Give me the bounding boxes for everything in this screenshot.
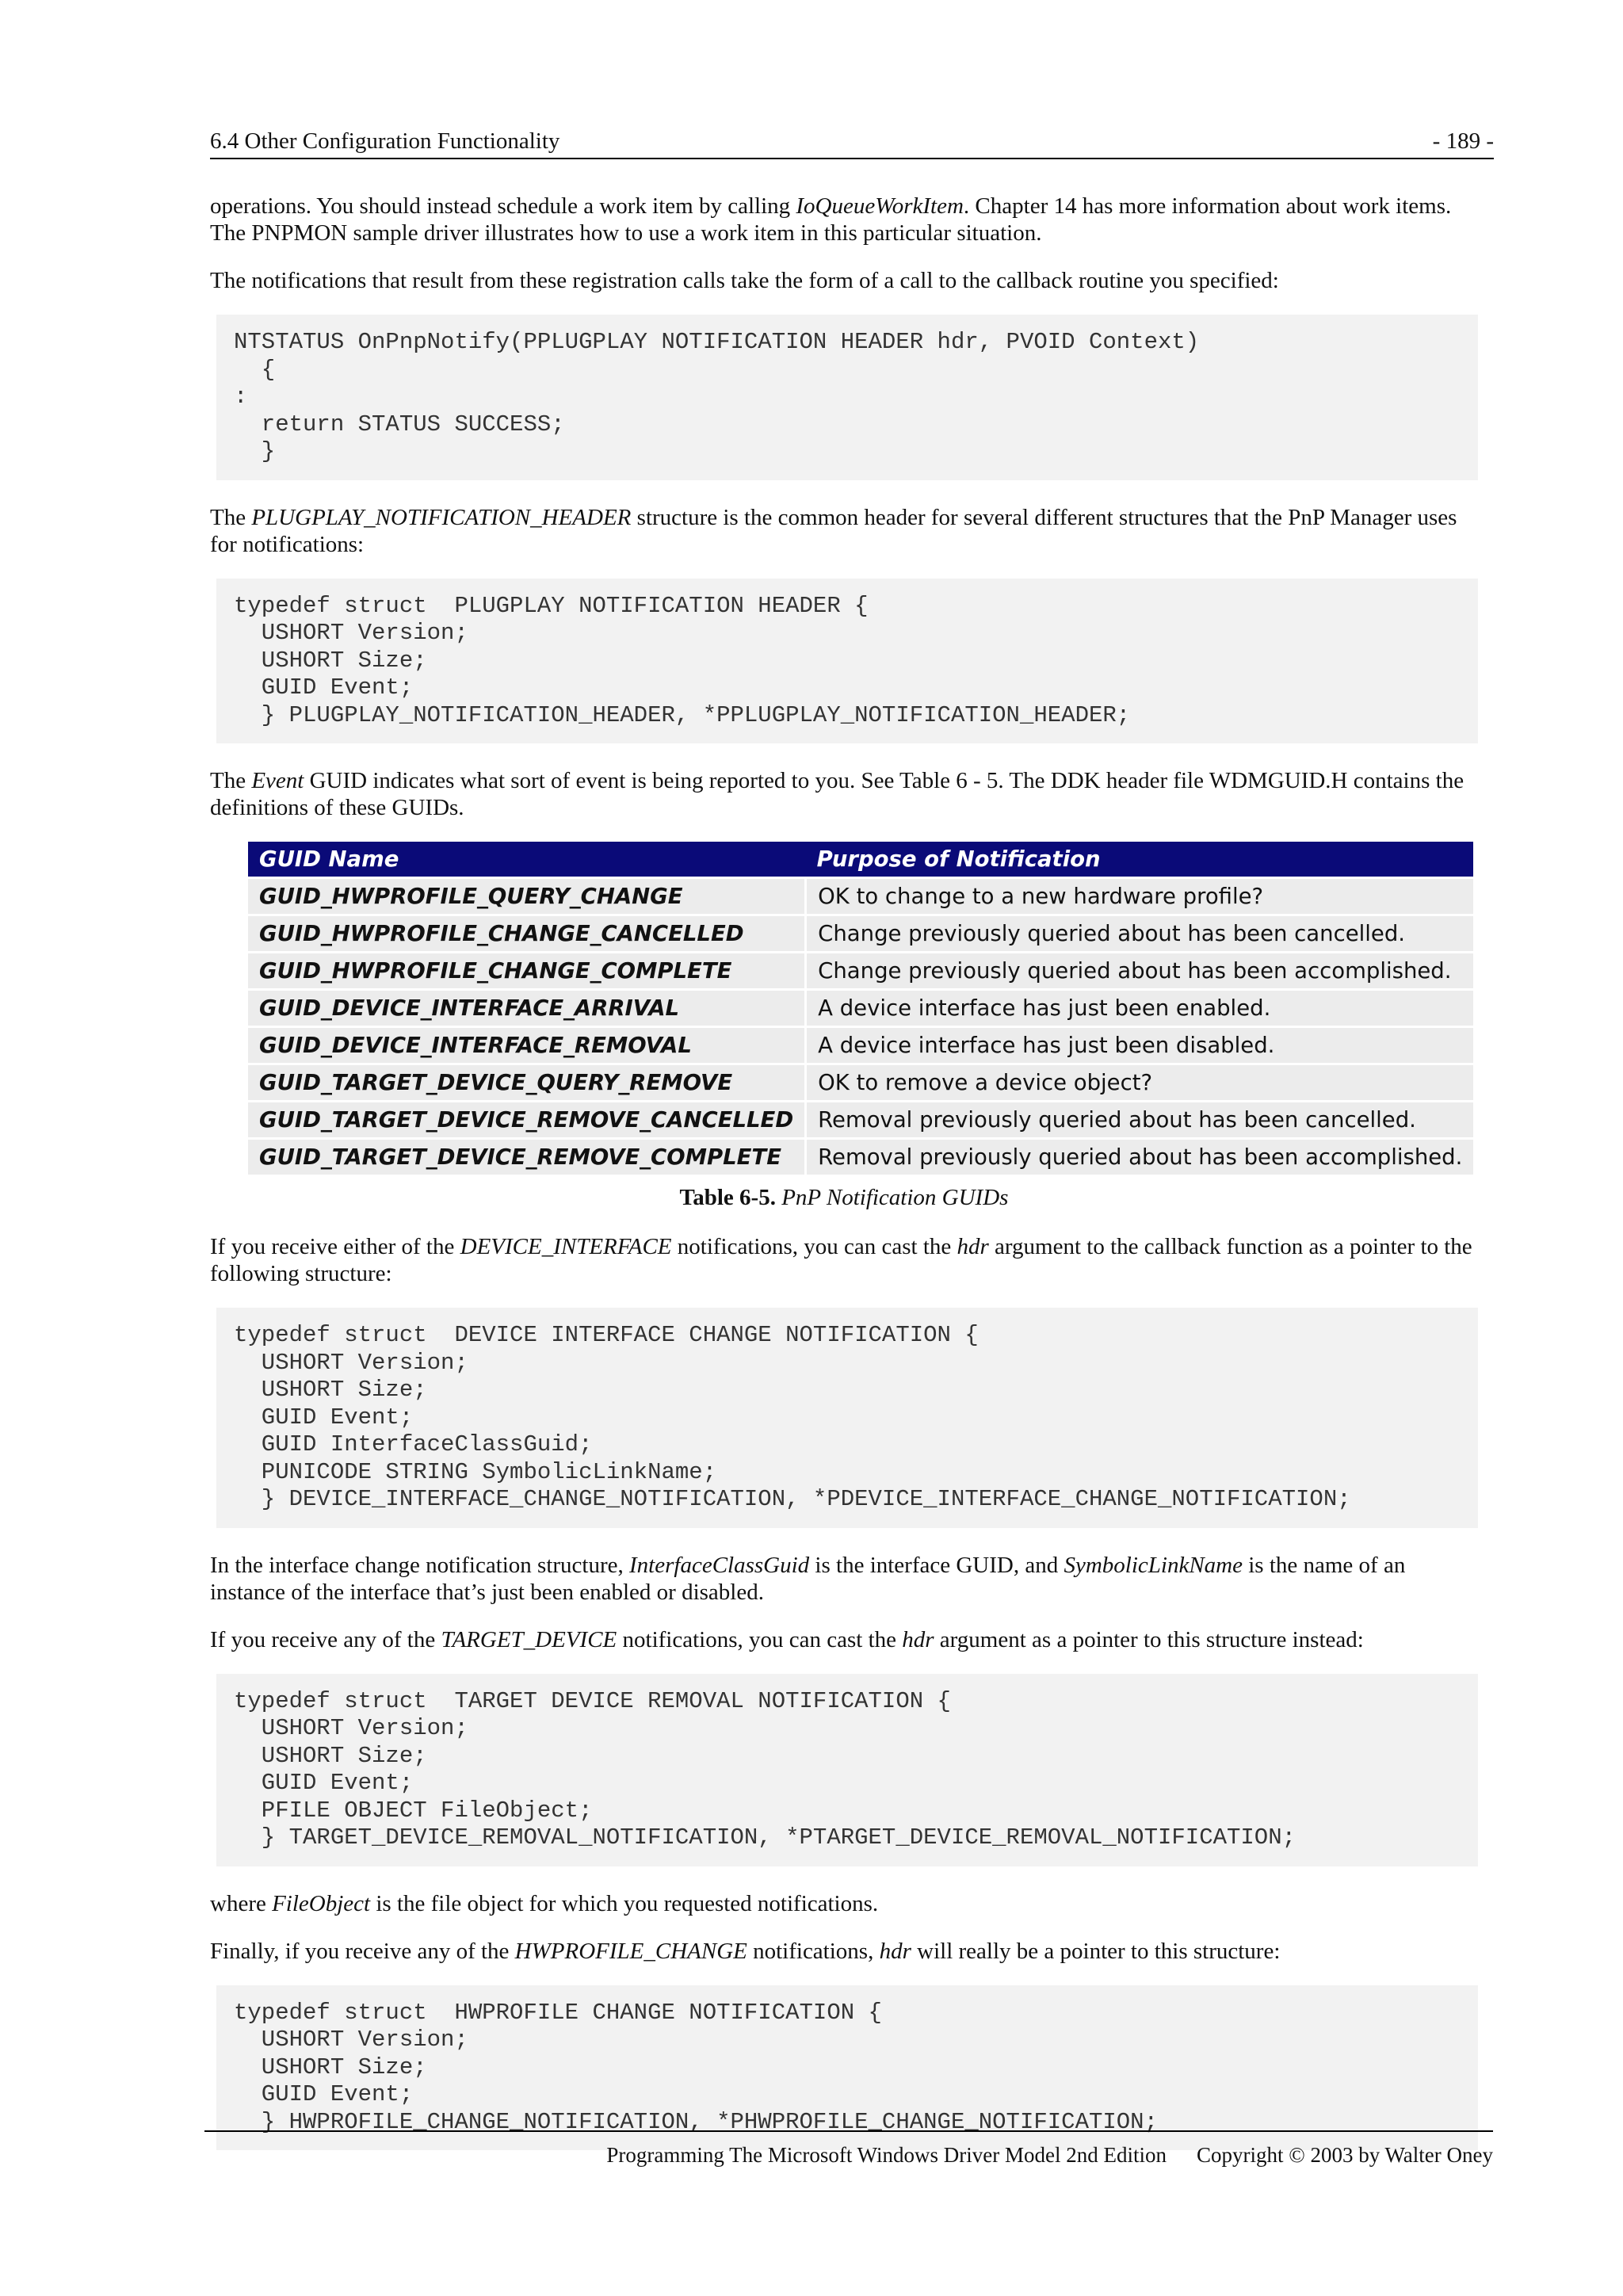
table-row [248, 953, 1473, 990]
guid-name-cell: GUID_DEVICE_INTERFACE_REMOVAL [248, 1027, 806, 1064]
paragraph: Finally, if you receive any of the HWPROFILE_CHANGE notifications, hdr will really be a pointer to this structure: [210, 1938, 1281, 1964]
copyright: Copyright © 2003 by Walter Oney [1196, 2143, 1493, 2167]
purpose-cell: OK to change to a new hardware profile? [806, 878, 1474, 915]
guid-name-cell: GUID_HWPROFILE_CHANGE_COMPLETE [248, 953, 806, 990]
code-block-device-interface: typedef struct DEVICE INTERFACE CHANGE NOTIFICATION { USHORT Version; USHORT Size; GUID Event; GUID InterfaceClassGuid; PUNICODE STRING SymbolicLinkName; } DEVICE_INTERFACE_CHANGE_NOTIFICATION, *PDEVICE_INTERFACE_CHANGE_NOTIFICATION; [216, 1308, 1478, 1528]
paragraph: The Event GUID indicates what sort of event is being reported to you. See Table 6 - 5. The DDK header file WDMGUID.H contains the definitions of these GUIDs. [210, 768, 1465, 820]
column-header: Purpose of Notification [806, 842, 1474, 878]
table-row [248, 990, 1473, 1027]
purpose-cell: OK to remove a device object? [806, 1064, 1474, 1102]
purpose-cell: A device interface has just been disabled. [806, 1027, 1474, 1064]
code-block-plugplay-header: typedef struct PLUGPLAY NOTIFICATION HEADER { USHORT Version; USHORT Size; GUID Event; } PLUGPLAY_NOTIFICATION_HEADER, *PPLUGPLAY_NOTIFICATION_HEADER; [216, 579, 1478, 744]
table-header-row [248, 842, 1473, 878]
column-header: GUID Name [248, 842, 806, 878]
paragraph: where FileObject is the file object for which you requested notifications. [210, 1890, 879, 1916]
purpose-cell: Change previously queried about has been accomplished. [806, 953, 1474, 990]
table-row [248, 1027, 1473, 1064]
paragraph: The PLUGPLAY_NOTIFICATION_HEADER structure is the common header for several different structures that the PnP Manager uses for notifications: [210, 504, 1457, 557]
page-footer [204, 2130, 1493, 2168]
paragraph: If you receive either of the DEVICE_INTERFACE notifications, you can cast the hdr argument to the callback function as a pointer to the following structure: [210, 1234, 1472, 1286]
code-block-target-device: typedef struct TARGET DEVICE REMOVAL NOTIFICATION { USHORT Version; USHORT Size; GUID Event; PFILE OBJECT FileObject; } TARGET_DEVICE_REMOVAL_NOTIFICATION, *PTARGET_DEVICE_REMOVAL_NOTIFICATION; [216, 1674, 1478, 1866]
guid-name-cell: GUID_HWPROFILE_QUERY_CHANGE [248, 878, 806, 915]
guid-table [248, 842, 1473, 1175]
table-row [248, 878, 1473, 915]
purpose-cell: A device interface has just been enabled. [806, 990, 1474, 1027]
purpose-cell: Removal previously queried about has been accomplished. [806, 1139, 1474, 1175]
guid-name-cell: GUID_DEVICE_INTERFACE_ARRIVAL [248, 990, 806, 1027]
purpose-cell: Change previously queried about has been cancelled. [806, 915, 1474, 953]
table-row [248, 1064, 1473, 1102]
book-title: Programming The Microsoft Windows Driver Model 2nd Edition [606, 2143, 1167, 2167]
page-header [210, 128, 1494, 159]
table-row [248, 1102, 1473, 1139]
paragraph: operations. You should instead schedule a work item by calling IoQueueWorkItem. Chapter 14 has more information about work items. The PNPMON sample driver illustrates how to use a work item in this particular situation. [210, 193, 1452, 246]
table-row [248, 915, 1473, 953]
guid-name-cell: GUID_TARGET_DEVICE_REMOVE_COMPLETE [248, 1139, 806, 1175]
code-block-onpnpnotify: NTSTATUS OnPnpNotify(PPLUGPLAY NOTIFICATION HEADER hdr, PVOID Context) { : return STATUS SUCCESS; } [216, 315, 1478, 480]
paragraph: The notifications that result from these registration calls take the form of a call to the callback routine you specified: [210, 268, 1279, 293]
paragraph: In the interface change notification structure, InterfaceClassGuid is the interface GUID, and SymbolicLinkName is the name of an instance of the interface that’s just been enabled or disabled. [210, 1552, 1406, 1605]
table-row [248, 1139, 1473, 1175]
guid-name-cell: GUID_TARGET_DEVICE_QUERY_REMOVE [248, 1064, 806, 1102]
code-block-hwprofile: typedef struct HWPROFILE CHANGE NOTIFICATION { USHORT Version; USHORT Size; GUID Event; } HWPROFILE_CHANGE_NOTIFICATION, *PHWPROFILE_CHANGE_NOTIFICATION; [216, 1985, 1478, 2151]
page-content [210, 193, 1478, 2174]
table-caption: Table 6-5. PnP Notification GUIDs [679, 1185, 1009, 1210]
guid-name-cell: GUID_TARGET_DEVICE_REMOVE_CANCELLED [248, 1102, 806, 1139]
paragraph: If you receive any of the TARGET_DEVICE notifications, you can cast the hdr argument as a pointer to this structure instead: [210, 1626, 1364, 1652]
page-number: - 189 - [1432, 128, 1494, 154]
purpose-cell: Removal previously queried about has been cancelled. [806, 1102, 1474, 1139]
section-title: 6.4 Other Configuration Functionality [210, 128, 560, 154]
guid-name-cell: GUID_HWPROFILE_CHANGE_CANCELLED [248, 915, 806, 953]
